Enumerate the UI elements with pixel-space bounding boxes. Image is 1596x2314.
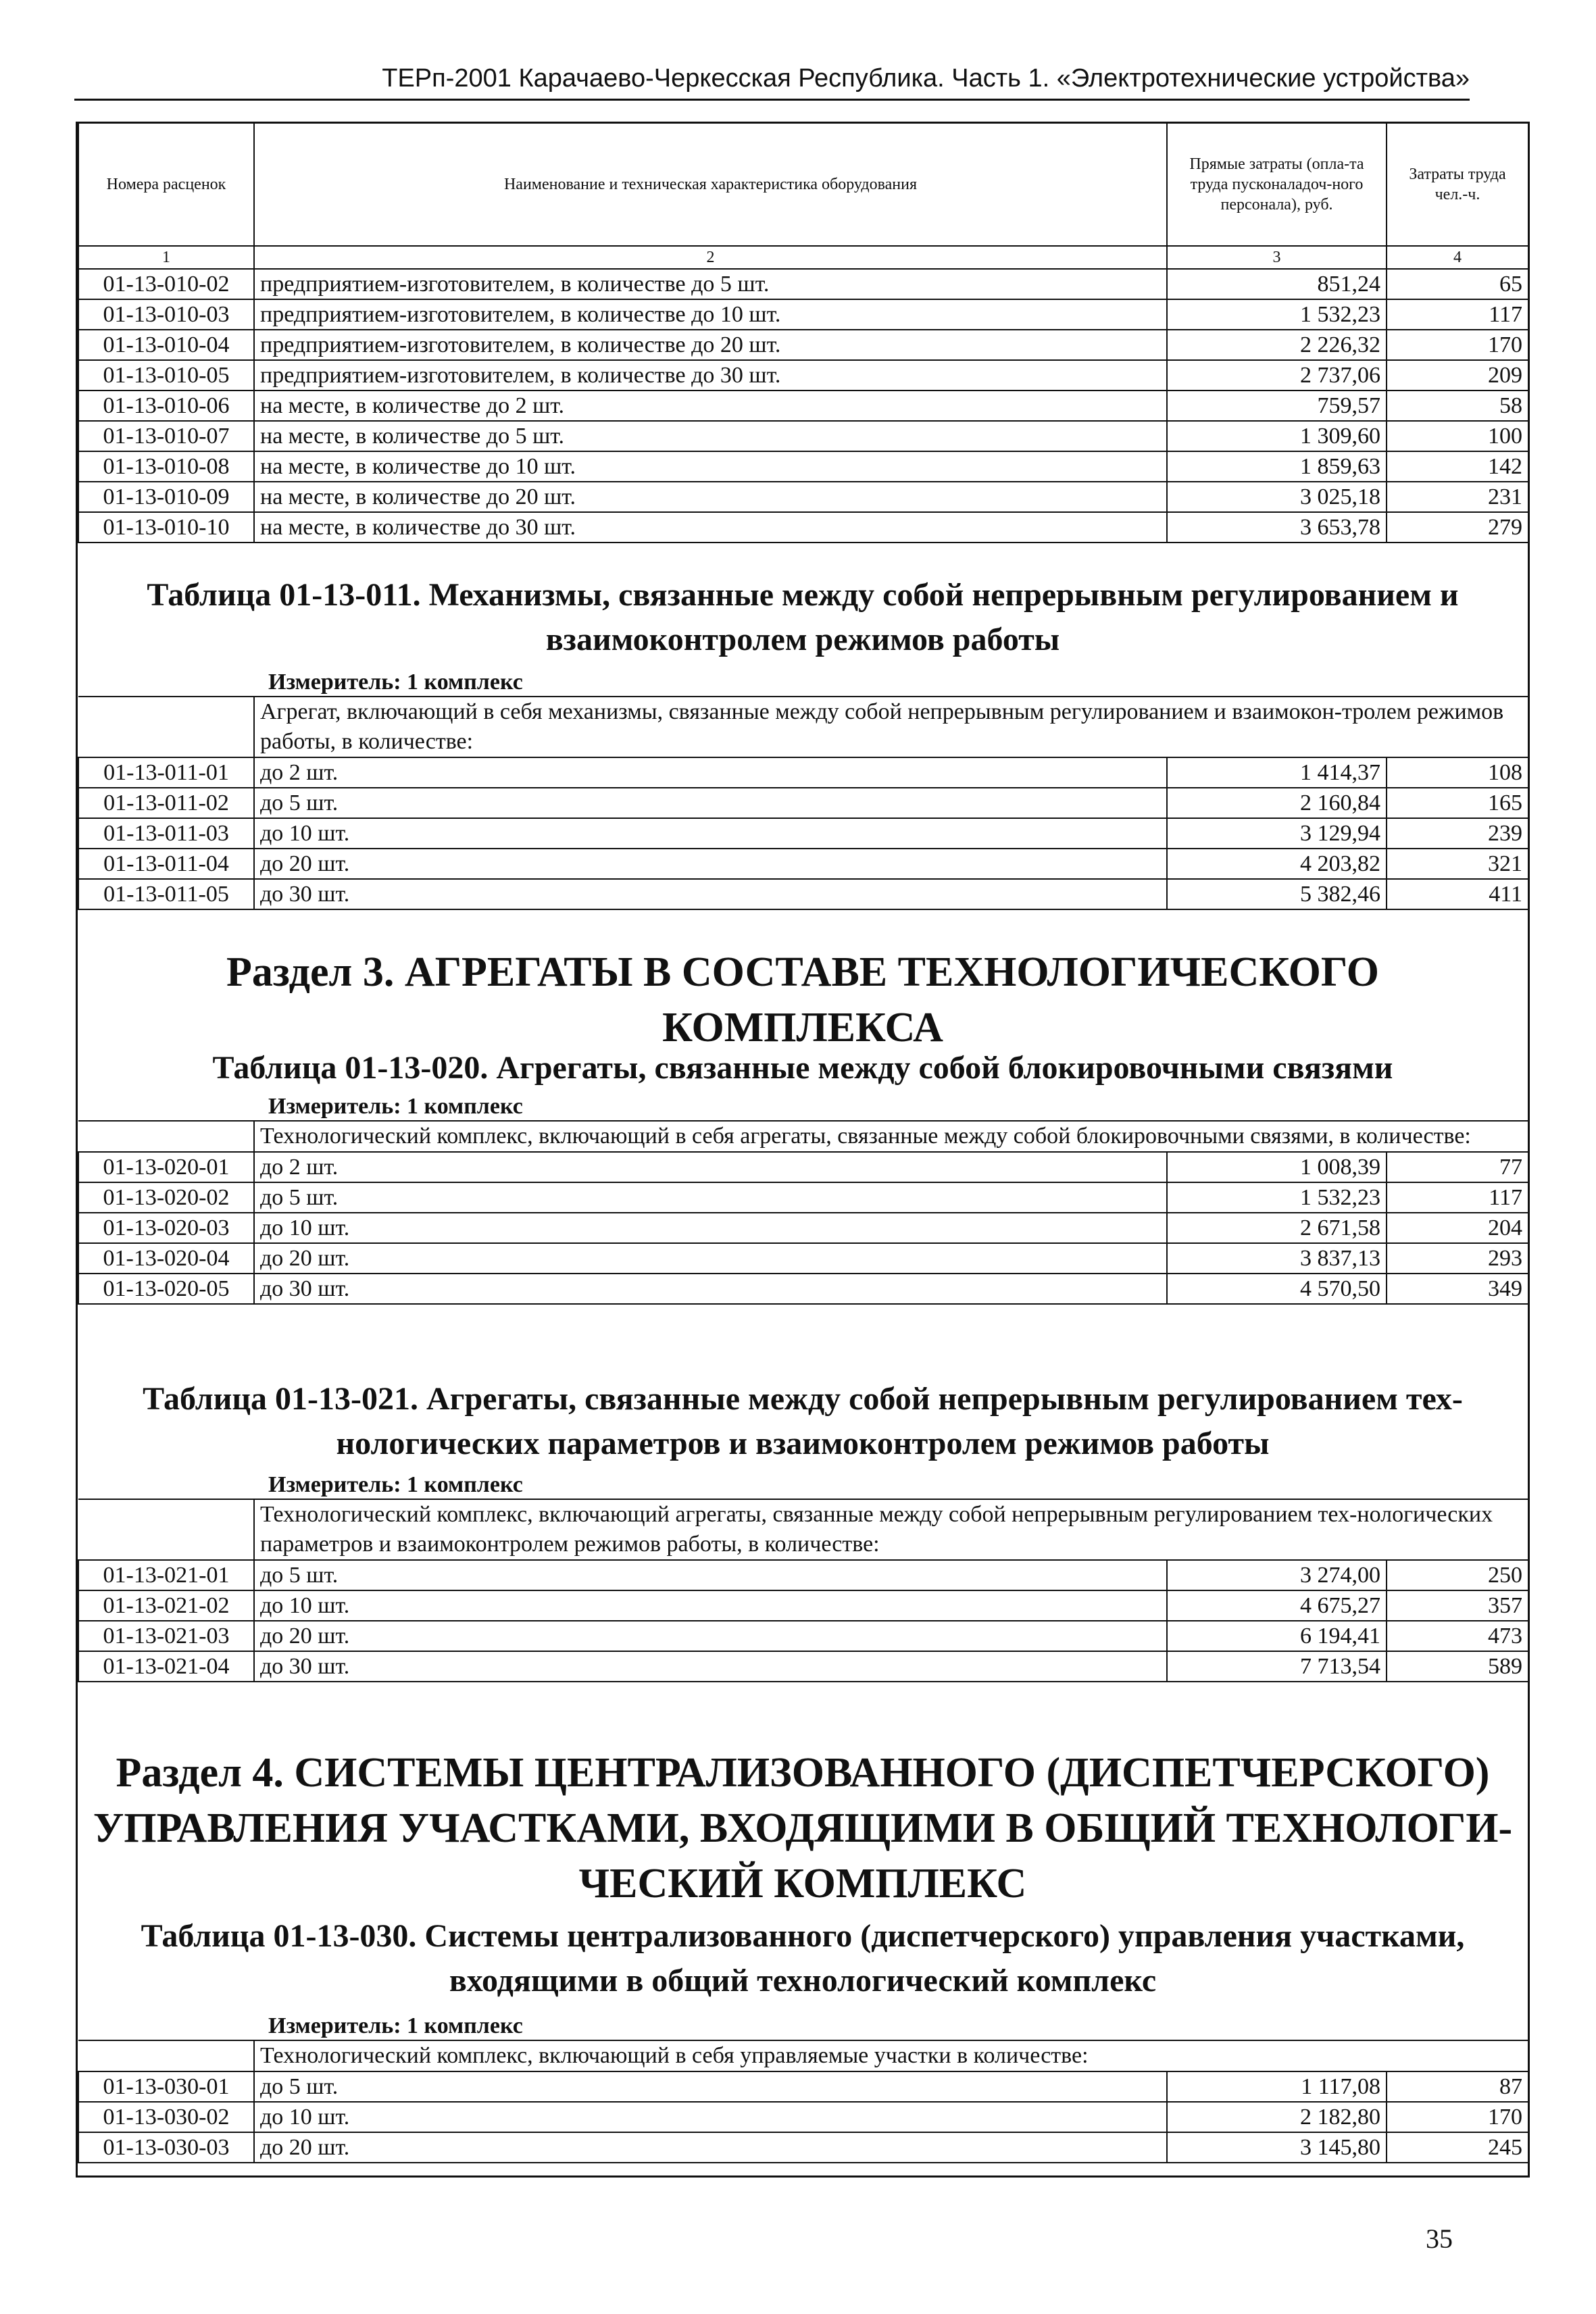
col-index: 2 [254, 246, 1167, 269]
table-row [78, 1651, 1528, 1682]
labor-hours: 204 [1387, 1213, 1528, 1243]
direct-costs: 6 194,41 [1167, 1621, 1387, 1651]
direct-costs: 1 532,23 [1167, 299, 1387, 330]
direct-costs: 1 859,63 [1167, 451, 1387, 482]
table-title-line: Таблица 01-13-021. Агрегаты, связанные между собой непрерывным регулированием тех- [143, 1381, 1463, 1417]
equipment-name: до 20 шт. [254, 849, 1167, 879]
direct-costs: 2 160,84 [1167, 788, 1387, 818]
col-header-codes: Номера расценок [78, 124, 254, 246]
section-title-line: УПРАВЛЕНИЯ УЧАСТКАМИ, ВХОДЯЩИМИ В ОБЩИЙ ТЕХНОЛОГИ- [93, 1805, 1513, 1851]
labor-hours: 58 [1387, 391, 1528, 421]
direct-costs: 4 203,82 [1167, 849, 1387, 879]
labor-hours: 87 [1387, 2071, 1528, 2102]
col-header-name: Наименование и техническая характеристика оборудования [254, 124, 1167, 246]
rate-code: 01-13-021-02 [78, 1590, 254, 1621]
labor-hours: 231 [1387, 482, 1528, 512]
direct-costs: 4 675,27 [1167, 1590, 1387, 1621]
rate-code: 01-13-020-04 [78, 1243, 254, 1274]
table-row [78, 451, 1528, 482]
direct-costs: 5 382,46 [1167, 879, 1387, 909]
rate-code: 01-13-011-01 [78, 757, 254, 788]
equipment-name: на месте, в количестве до 10 шт. [254, 451, 1167, 482]
table-row [78, 482, 1528, 512]
labor-hours: 117 [1387, 299, 1528, 330]
rate-code: 01-13-010-09 [78, 482, 254, 512]
table-row [78, 818, 1528, 849]
labor-hours: 165 [1387, 788, 1528, 818]
table-title-line: входящими в общий технологический комплекс [449, 1963, 1157, 1998]
table-row [78, 1243, 1528, 1274]
col-index: 1 [78, 246, 254, 269]
equipment-name: до 20 шт. [254, 1243, 1167, 1274]
labor-hours: 170 [1387, 2102, 1528, 2132]
equipment-name: до 20 шт. [254, 2132, 1167, 2163]
table-description: Технологический комплекс, включающий в себя управляемые участки в количестве: [254, 2040, 1528, 2071]
equipment-name: до 5 шт. [254, 1560, 1167, 1590]
rate-code: 01-13-020-01 [78, 1152, 254, 1182]
table-030-block [78, 1914, 1528, 2163]
table-row [78, 2102, 1528, 2132]
table-row [78, 1560, 1528, 1590]
labor-hours: 245 [1387, 2132, 1528, 2163]
rate-code: 01-13-010-07 [78, 421, 254, 451]
table-title [78, 1377, 1528, 1466]
table-021-block [78, 1377, 1528, 1682]
labor-hours: 77 [1387, 1152, 1528, 1182]
table-description: Технологический комплекс, включающий в себя агрегаты, связанные между собой блокировочными связями, в количестве: [254, 1121, 1528, 1152]
table-row [78, 1590, 1528, 1621]
rate-code: 01-13-021-03 [78, 1621, 254, 1651]
equipment-name: до 30 шт. [254, 879, 1167, 909]
labor-hours: 321 [1387, 849, 1528, 879]
table-row [78, 269, 1528, 299]
rate-code: 01-13-030-02 [78, 2102, 254, 2132]
rate-code: 01-13-020-05 [78, 1274, 254, 1304]
table-title-line: Таблица 01-13-011. Механизмы, связанные между собой непрерывным регулированием и [147, 577, 1459, 613]
table-row [78, 299, 1528, 330]
table-row [78, 788, 1528, 818]
table-row [78, 1274, 1528, 1304]
table-title-line: нологических параметров и взаимоконтролем режимов работы [336, 1426, 1270, 1461]
measure-label: Измеритель: 1 комплекс [268, 2013, 523, 2038]
table-row [78, 391, 1528, 421]
section-3-block [78, 945, 1528, 1055]
table-row [78, 2071, 1528, 2102]
table-description: Технологический комплекс, включающий агрегаты, связанные между собой непрерывным регулированием тех-нологических параметров и взаимоконтролем режимов работы, в количестве: [254, 1499, 1528, 1560]
rate-code: 01-13-010-10 [78, 512, 254, 543]
table-row [78, 1213, 1528, 1243]
equipment-name: до 10 шт. [254, 1213, 1167, 1243]
rate-code: 01-13-011-04 [78, 849, 254, 879]
col-index: 3 [1167, 246, 1387, 269]
equipment-name: до 10 шт. [254, 1590, 1167, 1621]
direct-costs: 851,24 [1167, 269, 1387, 299]
col-header-direct-costs: Прямые затраты (опла-та труда пусконаладоч-ного персонала), руб. [1167, 124, 1387, 246]
equipment-name: предприятием-изготовителем, в количестве до 10 шт. [254, 299, 1167, 330]
equipment-name: до 30 шт. [254, 1651, 1167, 1682]
labor-hours: 108 [1387, 757, 1528, 788]
direct-costs: 2 182,80 [1167, 2102, 1387, 2132]
rate-code: 01-13-010-05 [78, 360, 254, 391]
direct-costs: 2 226,32 [1167, 330, 1387, 360]
labor-hours: 170 [1387, 330, 1528, 360]
rate-code: 01-13-011-05 [78, 879, 254, 909]
table-row [78, 757, 1528, 788]
measure-label: Измеритель: 1 комплекс [268, 1094, 523, 1119]
table-021 [78, 1499, 1529, 1682]
labor-hours: 239 [1387, 818, 1528, 849]
equipment-name: до 30 шт. [254, 1274, 1167, 1304]
equipment-name: до 10 шт. [254, 2102, 1167, 2132]
labor-hours: 65 [1387, 269, 1528, 299]
direct-costs: 3 837,13 [1167, 1243, 1387, 1274]
rate-code: 01-13-021-04 [78, 1651, 254, 1682]
equipment-name: на месте, в количестве до 30 шт. [254, 512, 1167, 543]
document-frame [76, 122, 1530, 2178]
rate-code: 01-13-010-08 [78, 451, 254, 482]
rate-code: 01-13-010-06 [78, 391, 254, 421]
direct-costs: 7 713,54 [1167, 1651, 1387, 1682]
page-number: 35 [1426, 2223, 1453, 2254]
direct-costs: 3 129,94 [1167, 818, 1387, 849]
table-description: Агрегат, включающий в себя механизмы, связанные между собой непрерывным регулированием и взаимокон-тролем режимов работы, в количестве: [254, 697, 1528, 757]
equipment-name: предприятием-изготовителем, в количестве до 5 шт. [254, 269, 1167, 299]
labor-hours: 293 [1387, 1243, 1528, 1274]
equipment-name: до 10 шт. [254, 818, 1167, 849]
labor-hours: 279 [1387, 512, 1528, 543]
equipment-name: до 2 шт. [254, 757, 1167, 788]
table-row [78, 1152, 1528, 1182]
col-index: 4 [1387, 246, 1528, 269]
table-title: Таблица 01-13-020. Агрегаты, связанные между собой блокировочными связями [212, 1050, 1393, 1086]
equipment-name: до 5 шт. [254, 2071, 1167, 2102]
table-row [78, 849, 1528, 879]
labor-hours: 411 [1387, 879, 1528, 909]
equipment-name: до 2 шт. [254, 1152, 1167, 1182]
direct-costs: 1 532,23 [1167, 1182, 1387, 1213]
table-row [78, 360, 1528, 391]
table-row [78, 330, 1528, 360]
table-title [78, 1914, 1528, 2003]
section-4-block [78, 1745, 1528, 1911]
table-020 [78, 1120, 1529, 1305]
section-title: Раздел 3. АГРЕГАТЫ В СОСТАВЕ ТЕХНОЛОГИЧЕСКОГО КОМПЛЕКСА [226, 949, 1379, 1051]
labor-hours: 117 [1387, 1182, 1528, 1213]
labor-hours: 349 [1387, 1274, 1528, 1304]
labor-hours: 589 [1387, 1651, 1528, 1682]
rate-code: 01-13-020-02 [78, 1182, 254, 1213]
table-row [78, 879, 1528, 909]
rate-code: 01-13-011-02 [78, 788, 254, 818]
table-row [78, 1182, 1528, 1213]
rate-code: 01-13-010-03 [78, 299, 254, 330]
running-header: ТЕРп-2001 Карачаево-Черкесская Республика. Часть 1. «Электротехнические устройства» [74, 58, 1470, 101]
direct-costs: 1 414,37 [1167, 757, 1387, 788]
direct-costs: 3 274,00 [1167, 1560, 1387, 1590]
col-header-labor: Затраты труда чел.-ч. [1387, 124, 1528, 246]
top-table [78, 124, 1529, 543]
direct-costs: 1 117,08 [1167, 2071, 1387, 2102]
table-row [78, 512, 1528, 543]
direct-costs: 759,57 [1167, 391, 1387, 421]
table-title [78, 573, 1528, 662]
rate-code: 01-13-030-01 [78, 2071, 254, 2102]
labor-hours: 473 [1387, 1621, 1528, 1651]
table-row [78, 421, 1528, 451]
table-title-line: взаимоконтролем режимов работы [545, 622, 1060, 657]
labor-hours: 209 [1387, 360, 1528, 391]
section-title-line: Раздел 4. СИСТЕМЫ ЦЕНТРАЛИЗОВАННОГО (ДИСПЕТЧЕРСКОГО) [116, 1750, 1490, 1796]
rate-code: 01-13-020-03 [78, 1213, 254, 1243]
direct-costs: 1 008,39 [1167, 1152, 1387, 1182]
labor-hours: 250 [1387, 1560, 1528, 1590]
equipment-name: предприятием-изготовителем, в количестве до 20 шт. [254, 330, 1167, 360]
section-title-line: ЧЕСКИЙ КОМПЛЕКС [578, 1861, 1027, 1907]
rate-code: 01-13-021-01 [78, 1560, 254, 1590]
measure-label: Измеритель: 1 комплекс [268, 670, 523, 695]
labor-hours: 100 [1387, 421, 1528, 451]
equipment-name: на месте, в количестве до 2 шт. [254, 391, 1167, 421]
direct-costs: 2 671,58 [1167, 1213, 1387, 1243]
rate-code: 01-13-010-02 [78, 269, 254, 299]
direct-costs: 1 309,60 [1167, 421, 1387, 451]
measure-label: Измеритель: 1 комплекс [268, 1472, 523, 1497]
section-title [78, 1745, 1528, 1911]
direct-costs: 3 025,18 [1167, 482, 1387, 512]
equipment-name: на месте, в количестве до 5 шт. [254, 421, 1167, 451]
table-011 [78, 696, 1529, 910]
equipment-name: до 5 шт. [254, 788, 1167, 818]
table-020-block [78, 1046, 1528, 1305]
equipment-name: на месте, в количестве до 20 шт. [254, 482, 1167, 512]
rate-code: 01-13-030-03 [78, 2132, 254, 2163]
direct-costs: 3 145,80 [1167, 2132, 1387, 2163]
table-row [78, 2132, 1528, 2163]
labor-hours: 357 [1387, 1590, 1528, 1621]
direct-costs: 2 737,06 [1167, 360, 1387, 391]
equipment-name: до 5 шт. [254, 1182, 1167, 1213]
top-table-block [78, 124, 1528, 543]
table-011-block [78, 573, 1528, 910]
direct-costs: 4 570,50 [1167, 1274, 1387, 1304]
table-title-line: Таблица 01-13-030. Системы централизованного (диспетчерского) управления участками, [141, 1918, 1465, 1954]
rate-code: 01-13-010-04 [78, 330, 254, 360]
table-row [78, 1621, 1528, 1651]
rate-code: 01-13-011-03 [78, 818, 254, 849]
equipment-name: предприятием-изготовителем, в количестве до 30 шт. [254, 360, 1167, 391]
direct-costs: 3 653,78 [1167, 512, 1387, 543]
equipment-name: до 20 шт. [254, 1621, 1167, 1651]
table-030 [78, 2040, 1529, 2163]
labor-hours: 142 [1387, 451, 1528, 482]
